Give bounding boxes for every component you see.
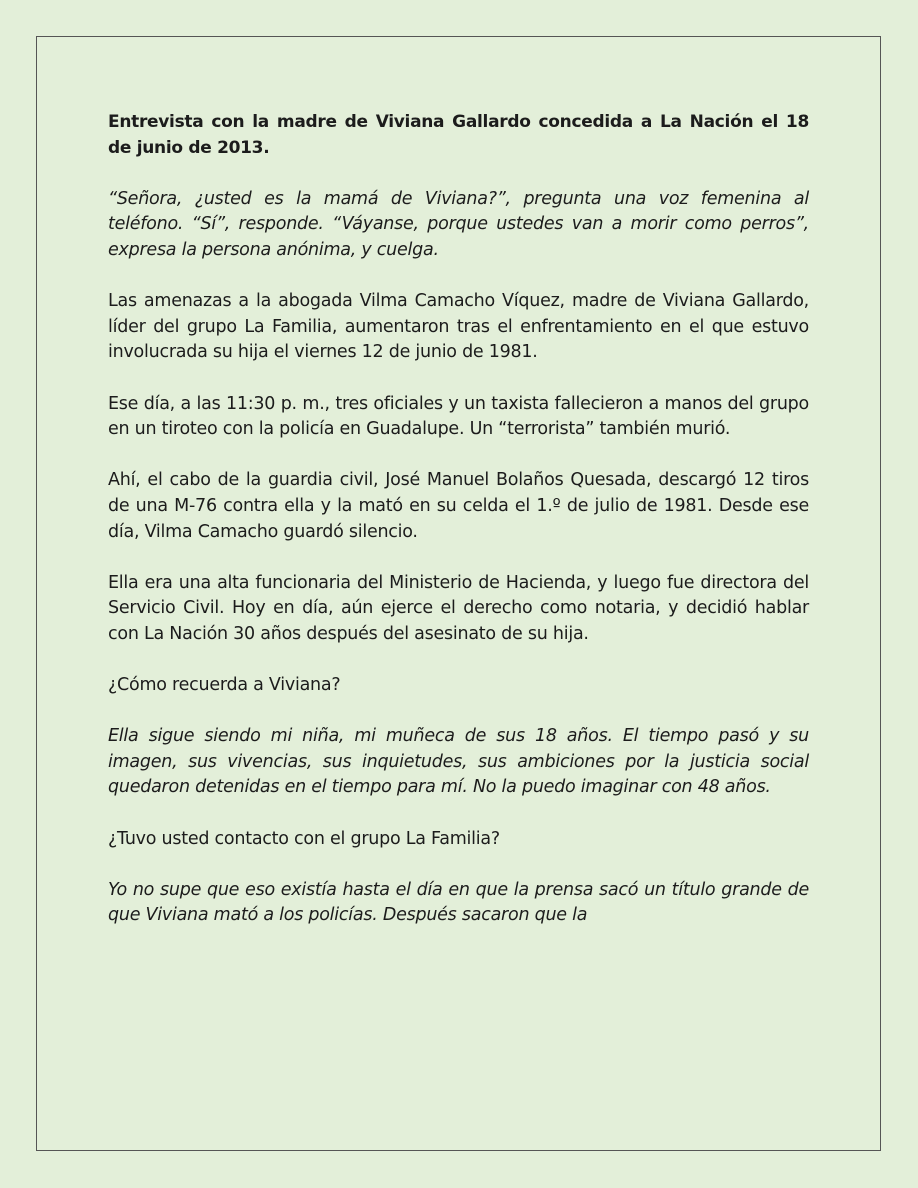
document-heading: Entrevista con la madre de Viviana Gallardo concedida a La Nación el 18 de junio de 2013. xyxy=(108,112,809,158)
paragraph-threats: Las amenazas a la abogada Vilma Camacho Víquez, madre de Viviana Gallardo, líder del grupo La Familia, aumentaron tras el enfrentamiento en el que estuvo involucrada su hija el viernes 12 de junio de 1981. xyxy=(108,291,809,363)
document-body xyxy=(108,110,809,955)
answer-remember: Ella sigue siendo mi niña, mi muñeca de sus 18 años. El tiempo pasó y su imagen, sus vivencias, sus inquietudes, sus ambiciones por la justicia social quedaron detenidas en el tiempo para mí. No la puedo imaginar con 48 años. xyxy=(108,726,809,798)
question-contact: ¿Tuvo usted contacto con el grupo La Familia? xyxy=(108,828,500,849)
question-remember: ¿Cómo recuerda a Viviana? xyxy=(108,675,341,696)
paragraph-mother-career: Ella era una alta funcionaria del Ministerio de Hacienda, y luego fue directora del Servicio Civil. Hoy en día, aún ejerce el derecho como notaria, y decidió hablar con La Nación 30 años después del asesinato de su hija. xyxy=(108,572,809,644)
paragraph-death: Ahí, el cabo de la guardia civil, José Manuel Bolaños Quesada, descargó 12 tiros de una M-76 contra ella y la mató en su celda el 1.º de julio de 1981. Desde ese día, Vilma Camacho guardó silencio. xyxy=(108,470,809,542)
answer-contact: Yo no supe que eso existía hasta el día en que la prensa sacó un título grande de que Viviana mató a los policías. Después sacaron que la xyxy=(108,879,809,926)
paragraph-shooting: Ese día, a las 11:30 p. m., tres oficiales y un taxista fallecieron a manos del grupo en un tiroteo con la policía en Guadalupe. Un “terrorista” también murió. xyxy=(108,393,809,440)
paragraph-phone-call: “Señora, ¿usted es la mamá de Viviana?”, pregunta una voz femenina al teléfono. “Sí”, responde. “Váyanse, porque ustedes van a morir como perros”, expresa la persona anónima, y cuelga. xyxy=(108,188,809,260)
